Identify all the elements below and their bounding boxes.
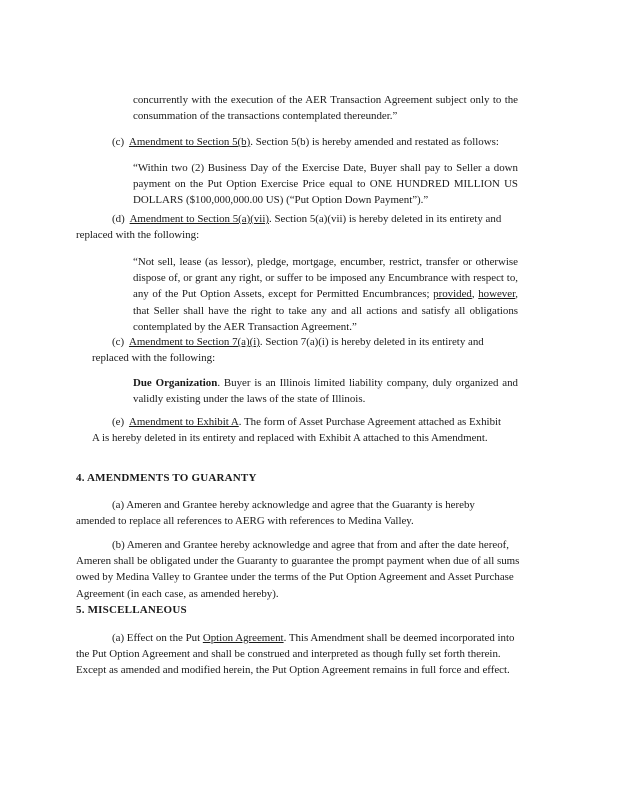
provided-word: provided bbox=[433, 288, 472, 301]
item-prefix: (c) bbox=[112, 136, 125, 148]
item-title: Amendment to Exhibit A bbox=[128, 416, 239, 428]
quote-section-5a-vii bbox=[133, 254, 518, 335]
section-4-para-a: (a) Ameren and Grantee hereby acknowledge and agree that the Guaranty is hereby amended to replace all references to AERG with references to Medina Valley. bbox=[76, 499, 475, 528]
item-prefix: (c) bbox=[112, 336, 125, 348]
due-organization-label: Due Organization bbox=[133, 377, 218, 389]
item-text: . Section 5(a)(vii) is hereby deleted in its entirety and replaced with the following: bbox=[76, 213, 502, 242]
due-organization-text: . Buyer is an Illinois limited liability company, duly organized and validly existing under the laws of the state of Illinois. bbox=[133, 377, 518, 406]
item-c-section-7a-i bbox=[92, 334, 522, 366]
quote-rest: , that Seller shall have the right to take any and all actions and satisfy all obligations contemplated by the AER Transaction Agreement.” bbox=[133, 288, 518, 333]
quote-due-organization bbox=[133, 375, 518, 407]
section-5-para-a bbox=[76, 630, 524, 679]
item-title: Amendment to Section 5(b) bbox=[128, 136, 251, 148]
item-c-section-5b bbox=[112, 134, 532, 150]
quote-comma: , bbox=[471, 288, 479, 301]
item-title: Amendment to Section 5(a)(vii) bbox=[129, 213, 269, 225]
item-text: . The form of Asset Purchase Agreement attached as Exhibit A is hereby deleted in its entirety and replaced with Exhibit A attached to this Amendment. bbox=[92, 416, 502, 445]
item-e-exhibit-a bbox=[92, 414, 502, 446]
section-4-heading: 4. AMENDMENTS TO GUARANTY bbox=[76, 472, 257, 484]
continuation-paragraph: concurrently with the execution of the AER Transaction Agreement subject only to the consummation of the transactions contemplated thereunder.” bbox=[133, 94, 518, 123]
section-4-para-b: (b) Ameren and Grantee hereby acknowledge and agree that from and after the date hereof, Ameren shall be obligated under the Guaranty to guarantee the prompt payment when due of all sums owed by Medina Valley to Grantee under the terms of the Put Option Agreement and Asset Purchase Agreement (in each case, as amended hereby). bbox=[76, 539, 520, 600]
item-d-section-5a-vii bbox=[76, 211, 521, 243]
para-a-title: Option Agreement bbox=[202, 632, 284, 644]
however-word: however bbox=[478, 288, 516, 301]
quote-text: “Not sell, lease (as lessor), pledge, mortgage, encumber, restrict, transfer or otherwise dispose of, or grant any right, or suffer to be imposed any Encumbrance with respect to, any of the Put Option Assets, except for Permitted Encumbrances; bbox=[133, 256, 518, 301]
item-title: Amendment to Section 7(a)(i) bbox=[128, 336, 260, 348]
item-prefix: (d) bbox=[112, 213, 125, 225]
quote-section-5b: “Within two (2) Business Day of the Exercise Date, Buyer shall pay to Seller a down payment on the Put Option Exercise Price equal to ONE HUNDRED MILLION US DOLLARS ($100,000,000.00 US) (“Put Option Down Payment”).” bbox=[133, 162, 518, 207]
section-5-heading: 5. MISCELLANEOUS bbox=[76, 604, 187, 616]
para-a-text: . This Amendment shall be deemed incorporated into the Put Option Agreement and shall be construed and interpreted as though fully set forth therein. Except as amended and modified herein, the Put Option Agreement remains in full force and effect. bbox=[76, 632, 515, 677]
item-text: . Section 7(a)(i) is hereby deleted in its entirety and replaced with the following: bbox=[92, 336, 484, 365]
item-text: . Section 5(b) is hereby amended and restated as follows: bbox=[250, 136, 499, 148]
para-a-prefix: (a) Effect on the Put bbox=[112, 632, 203, 644]
item-prefix: (e) bbox=[112, 416, 125, 428]
